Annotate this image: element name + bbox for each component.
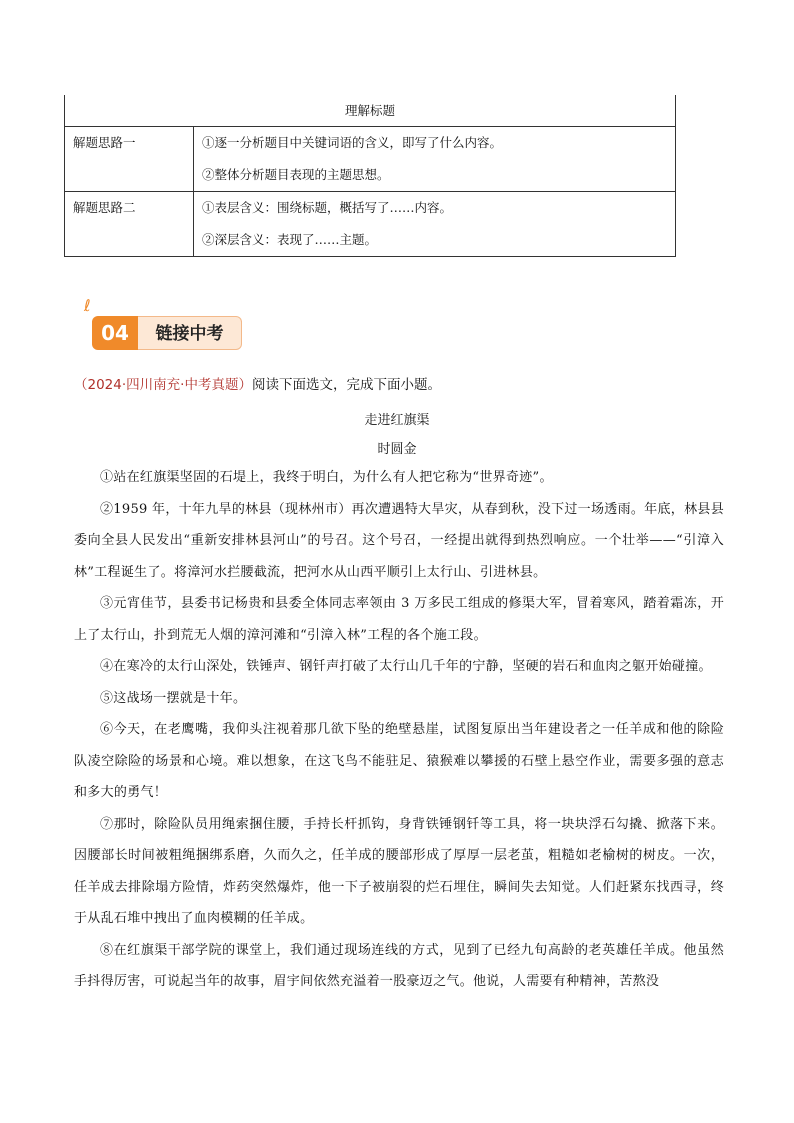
source-tag: 2024·四川南充·中考真题	[87, 377, 239, 393]
row-content	[194, 192, 676, 257]
table-header: 理解标题	[65, 95, 676, 127]
row-line: ②深层含义：表现了……主题。	[202, 232, 378, 247]
paragraph: ⑧在红旗渠干部学院的课堂上，我们通过现场连线的方式，见到了已经九旬高龄的老英雄任羊成。他虽然手抖得厉害，可说起当年的故事，眉宇间依然充溢着一股豪迈之气。他说，人需要有种精神，苦熬没	[74, 942, 724, 989]
section-heading	[92, 316, 248, 350]
section-title: 链接中考	[138, 316, 242, 350]
source-instruction: 阅读下面选文，完成下面小题。	[251, 377, 441, 393]
article-title: 走进红旗渠	[364, 413, 430, 428]
article-body	[74, 462, 724, 998]
section-number: 04	[92, 316, 138, 350]
row-line: ①逐一分析题目中关键词语的含义，即写了什么内容。	[202, 135, 503, 150]
source-open: （	[74, 377, 88, 393]
analysis-table	[64, 95, 676, 257]
table-row	[65, 127, 676, 192]
paragraph: ⑥今天，在老鹰嘴，我仰头注视着那几欲下坠的绝壁悬崖，试图复原出当年建设者之一任羊成和他的除险队凌空除险的场景和心境。难以想象，在这飞鸟不能驻足、猿猴难以攀援的石壁上悬空作业，需要多强的意志和多大的勇气！	[74, 722, 724, 800]
row-line: ②整体分析题目表现的主题思想。	[202, 167, 390, 182]
row-label: 解题思路二	[65, 192, 194, 257]
source-close: ）	[238, 377, 252, 393]
curl-decoration-icon: ℓ	[84, 296, 91, 315]
paragraph: ③元宵佳节，县委书记杨贵和县委全体同志率领由 3 万多民工组成的修渠大军，冒着寒风，踏着霜冻，开上了太行山，扑到荒无人烟的漳河滩和“引漳入林”工程的各个施工段。	[74, 596, 724, 643]
table-row	[65, 192, 676, 257]
paragraph: ⑦那时，除险队员用绳索捆住腰，手持长杆抓钩，身背铁锤钢钎等工具，将一块块浮石勾撬、掀落下来。因腰部长时间被粗绳捆绑系磨，久而久之，任羊成的腰部形成了厚厚一层老茧，粗糙如老榆树的树皮。一次，任羊成去排除塌方险情，炸药突然爆炸，他一下子被崩裂的烂石埋住，瞬间失去知觉。人们赶紧东找西寻，终于从乱石堆中拽出了血肉模糊的任羊成。	[74, 816, 724, 926]
paragraph: ⑤这战场一摆就是十年。	[100, 690, 247, 706]
paragraph: ①站在红旗渠坚固的石堤上，我终于明白，为什么有人把它称为“世界奇迹”。	[100, 470, 553, 485]
section-badge	[84, 296, 254, 358]
paragraph: ④在寒冷的太行山深处，铁锤声、钢钎声打破了太行山几千年的宁静，坚硬的岩石和血肉之躯开始碰撞。	[100, 659, 712, 674]
row-content	[194, 127, 676, 192]
paragraph: ②1959 年，十年九旱的林县（现林州市）再次遭遇特大旱灾，从春到秋，没下过一场透雨。年底，林县县委向全县人民发出“重新安排林县河山”的号召。这个号召，一经提出就得到热烈响应。一个壮举——“引漳入林”工程诞生了。将漳河水拦腰截流，把河水从山西平顺引上太行山、引进林县。	[74, 501, 724, 580]
table-header-row	[65, 95, 676, 127]
question-source	[74, 373, 441, 393]
row-line: ①表层含义：围绕标题，概括写了……内容。	[202, 200, 453, 215]
row-label: 解题思路一	[65, 127, 194, 192]
article-author: 时圆金	[377, 442, 417, 457]
